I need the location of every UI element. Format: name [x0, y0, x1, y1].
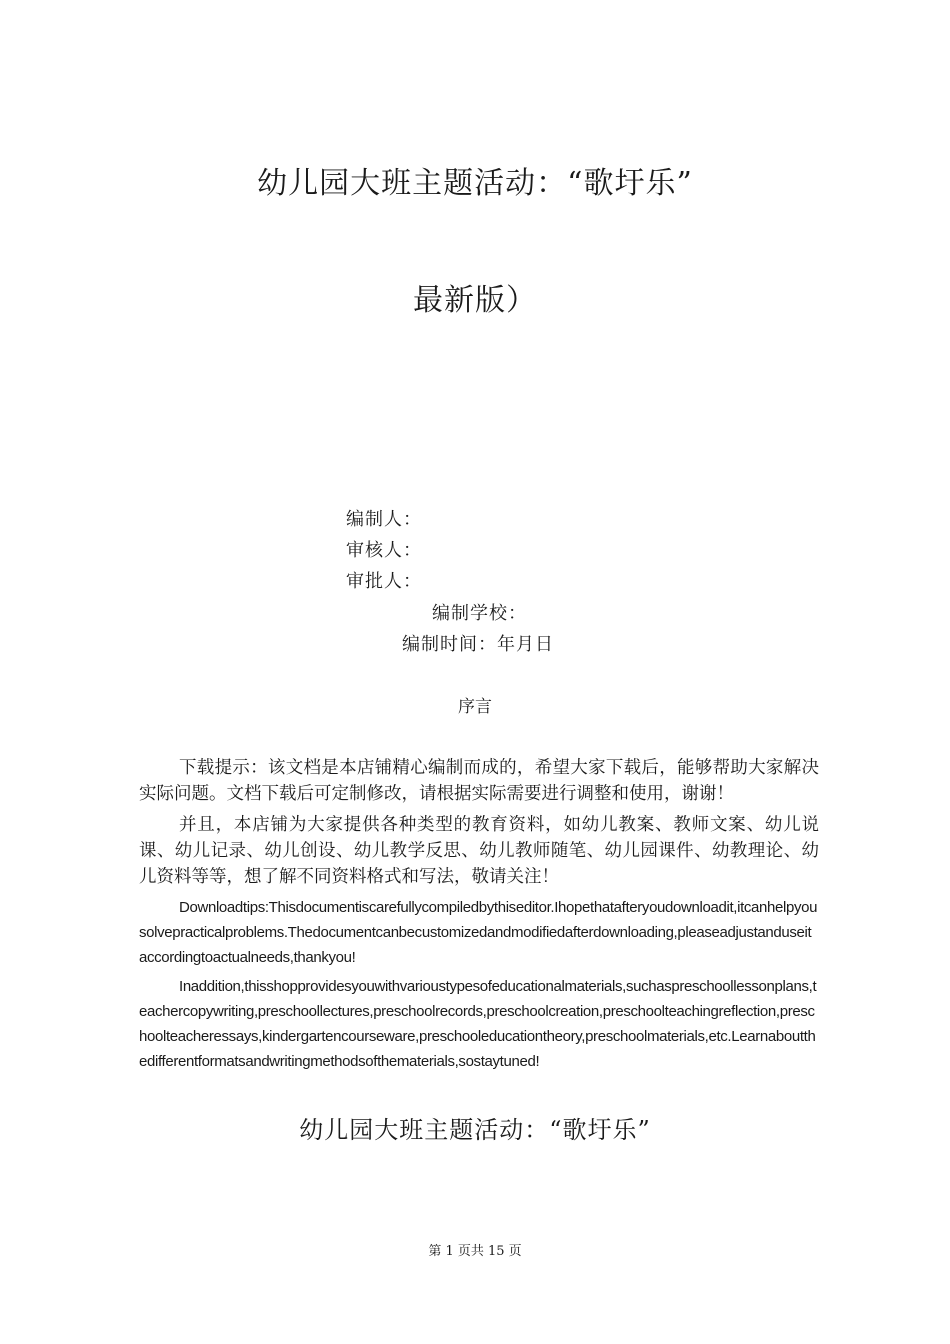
reviewer-label: 审核人： [346, 540, 422, 561]
section-title: 幼儿园大班主题活动：“歌圩乐” [299, 1116, 651, 1144]
approver-label: 审批人： [346, 571, 422, 592]
document-subtitle: 最新版） [413, 283, 537, 318]
preface-paragraph-en-2: Inaddition,thisshopprovidesyouwithvarioustypesofeducationalmaterials,suchaspreschoollessonplans,teachercopywriting,preschoollectures,preschoolrecords,preschoolcreation,preschoolteachingreflection,preschoolteacheressays,kindergartencourseware,preschooleducationtheory,preschoolmaterials,etc.Learnaboutthedifferentformatsandwritingmethodsofthematerials,sostaytuned! [139, 978, 817, 1070]
preface-heading: 序言 [458, 697, 492, 716]
preface-paragraph-cn-2: 并且，本店铺为大家提供各种类型的教育资料，如幼儿教案、教师文案、幼儿说课、幼儿记录、幼儿创设、幼儿教学反思、幼儿教师随笔、幼儿园课件、幼教理论、幼儿资料等等，想了解不同资料格式和写法，敬请关注！ [139, 814, 819, 886]
preface-paragraph-en-1: Downloadtips:Thisdocumentiscarefullycompiledbythiseditor.Ihopethatafteryoudownloadit,itcanhelpyousolvepracticalproblems.Thedocumentcanbecustomizedandmodifiedafterdownloading,pleaseadjustanduseitaccordingtoactualneeds,thankyou! [139, 899, 818, 966]
school-label: 编制学校： [432, 603, 527, 624]
document-title: 幼儿园大班主题活动：“歌圩乐” [257, 166, 693, 201]
page-footer: 第 1 页共 15 页 [428, 1244, 522, 1259]
preface-paragraph-cn-1: 下载提示：该文档是本店铺精心编制而成的，希望大家下载后，能够帮助大家解决实际问题。文档下载后可定制修改，请根据实际需要进行调整和使用，谢谢！ [139, 757, 819, 803]
editor-label: 编制人： [346, 509, 422, 530]
date-label: 编制时间：年月日 [402, 634, 554, 655]
